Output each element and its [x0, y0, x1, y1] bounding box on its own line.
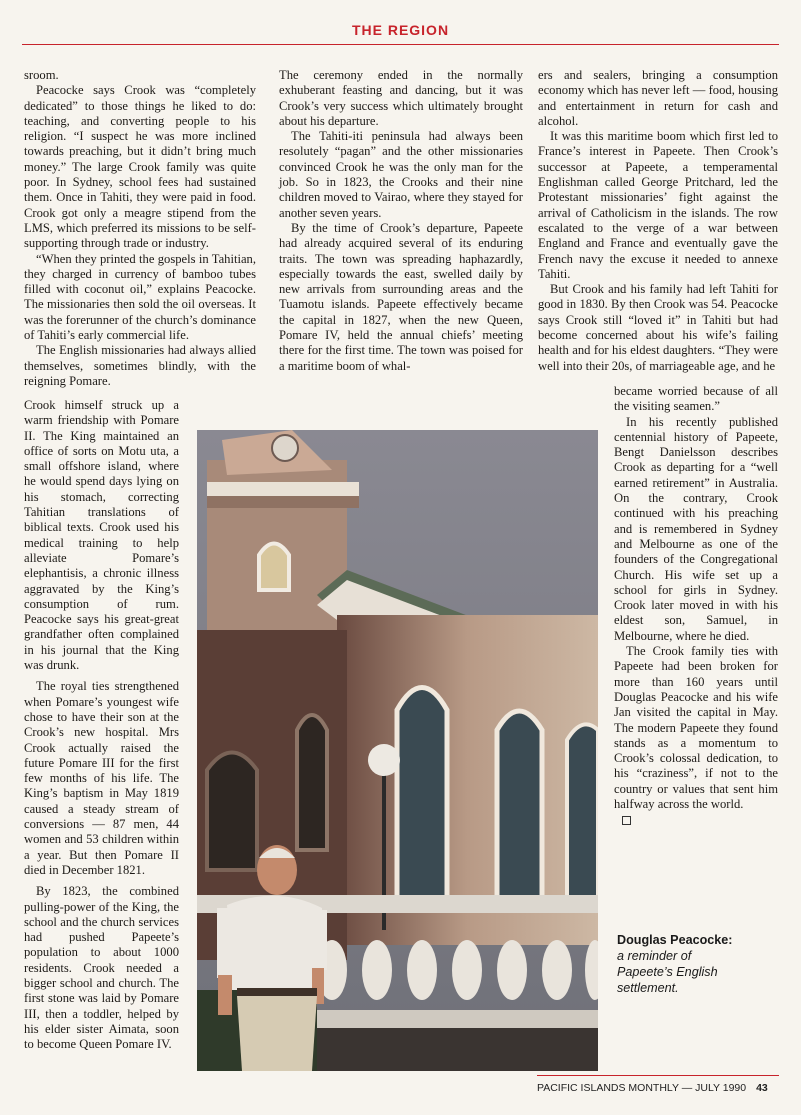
article-column-2: [279, 68, 523, 374]
page-footer: [537, 1082, 779, 1094]
paragraph: The Crook family ties with Papeete had been broken for more than 160 years until Douglas Peacocke and his wife Jan visited the capital in May. The modern Papeete they found stands as a momentum to Crook’s colossal dedication, to his “craziness”, if not to the country or values that sent him halfway across the world.: [614, 644, 778, 812]
paragraph: By 1823, the combined pulling-power of the King, the school and the church services had pushed Papeete’s population to about 1000 residents. Crook needed a bigger school and church. The first stone was laid by Pomare III, then a toddler, helped by his elder sister Aimata, soon to become Queen Pomare IV.: [24, 884, 179, 1052]
caption-text: a reminder of Papeete’s English settlement.: [617, 949, 718, 995]
paragraph: Peacocke says Crook was “completely dedicated” to those things he liked to do: teaching, and converting people to his religion. “I suspect he was more inclined towards preaching, but it didn’t bring much money.” The large Crook family was quite poor. In Sydney, school fees had sustained them. Once in Tahiti, they were paid in food. Crook got only a meagre stipend from the LMS, which preferred its missions to be self-supporting through trade or industry.: [24, 83, 256, 251]
photo-caption: [617, 932, 737, 996]
paragraph: became worried because of all the visiting seamen.”: [614, 384, 778, 414]
paragraph: It was this maritime boom which first led to France’s interest in Papeete. Then Crook’s successor at Papeete, a temperamental Englishman called George Pritchard, led the Protestant missionaries’ fight against the arrival of Catholicism in the islands. The row escalated to the verge of a war between England and France and eventually gave the French navy the excuse it needed to annexe Tahiti.: [538, 129, 778, 281]
paragraph: “When they printed the gospels in Tahitian, they charged in currency of bamboo tubes filled with coconut oil,” explains Peacocke. The missionaries then sold the oil overseas. It was the forerunner of the church’s dominance of Tahiti’s early commercial life.: [24, 251, 256, 343]
page-number: 43: [756, 1082, 768, 1094]
paragraph: But Crook and his family had left Tahiti for good in 1830. By then Crook was 54. Peacocke says Crook still “loved it” in Tahiti but had become concerned about his wife’s failing health and for his eldest daughters. “They were well into their 20s, of marriageable age, and he: [538, 282, 778, 373]
publication-name: PACIFIC ISLANDS MONTHLY — JULY 1990: [537, 1082, 747, 1094]
article-column-3: [538, 68, 778, 374]
article-column-3-wrap: [614, 384, 778, 828]
church-photo: [197, 430, 598, 1071]
paragraph: ers and sealers, bringing a consumption economy which has never left — food, housing and entertainment in return for cash and alcohol.: [538, 68, 778, 128]
paragraph: The Tahiti-iti peninsula had always been resolutely “pagan” and the other missionaries convinced Crook he was the only man for the job. So in 1823, the Crooks and their nine children moved to Vairao, where they stayed for another seven years.: [279, 129, 523, 220]
end-of-article-icon: [622, 816, 631, 825]
section-title: THE REGION: [351, 22, 450, 38]
footer-rule: [537, 1075, 779, 1076]
header-rule: [22, 44, 779, 45]
article-column-1: [24, 68, 256, 389]
caption-name: Douglas Peacocke:: [617, 933, 733, 947]
paragraph: Crook himself struck up a warm friendship with Pomare II. The King maintained an office of sorts on Motu uta, a small offshore island, where he would spend days lying on his stomach, correcting Tahitian translations of biblical texts. Crook used his medical training to help alleviate Pomare’s elephantisis, a chronic illness aggravated by the King’s consumption of rum. Peacocke says his great-great grandfather often complained in his journal that the King was drunk.: [24, 398, 179, 673]
paragraph: The royal ties strengthened when Pomare’s youngest wife chose to have their son at the Crook’s new hospital. Mrs Crook actually raised the future Pomare III for the first few months of his life. The King’s baptism in May 1819 caused a steady stream of conversions — 87 men, 44 women and 53 children within a year. But then Pomare II died in December 1821.: [24, 679, 179, 877]
paragraph: sroom.: [24, 68, 59, 82]
paragraph: The ceremony ended in the normally exhuberant feasting and dancing, but it was Crook’s very success which ultimately brought about his departure.: [279, 68, 523, 128]
paragraph: The English missionaries had always allied themselves, sometimes blindly, with the reigning Pomare.: [24, 343, 256, 388]
paragraph: In his recently published centennial history of Papeete, Bengt Danielsson describes Crook as departing for a “well earned retirement” in Australia. On the contrary, Crook continued with his preaching and is remembered in Sydney and Melbourne as one of the founders of the Congregational Church. His wife set up a school for girls in Sydney. Crook later moved in with his eldest son, Samuel, in Melbourne, where he died.: [614, 414, 778, 643]
article-column-1-wrap: [24, 398, 179, 1052]
paragraph: By the time of Crook’s departure, Papeete had already acquired several of its enduring traits. The town was spreading haphazardly, especially towards the east, swelled daily by new arrivals from surrounding areas and the Tuamotu islands. Papeete effectively became the capital in 1827, when the new Queen, Pomare IV, held the annual chiefs’ meeting there for the first time. The town was poised for a maritime boom of whal-: [279, 220, 523, 373]
